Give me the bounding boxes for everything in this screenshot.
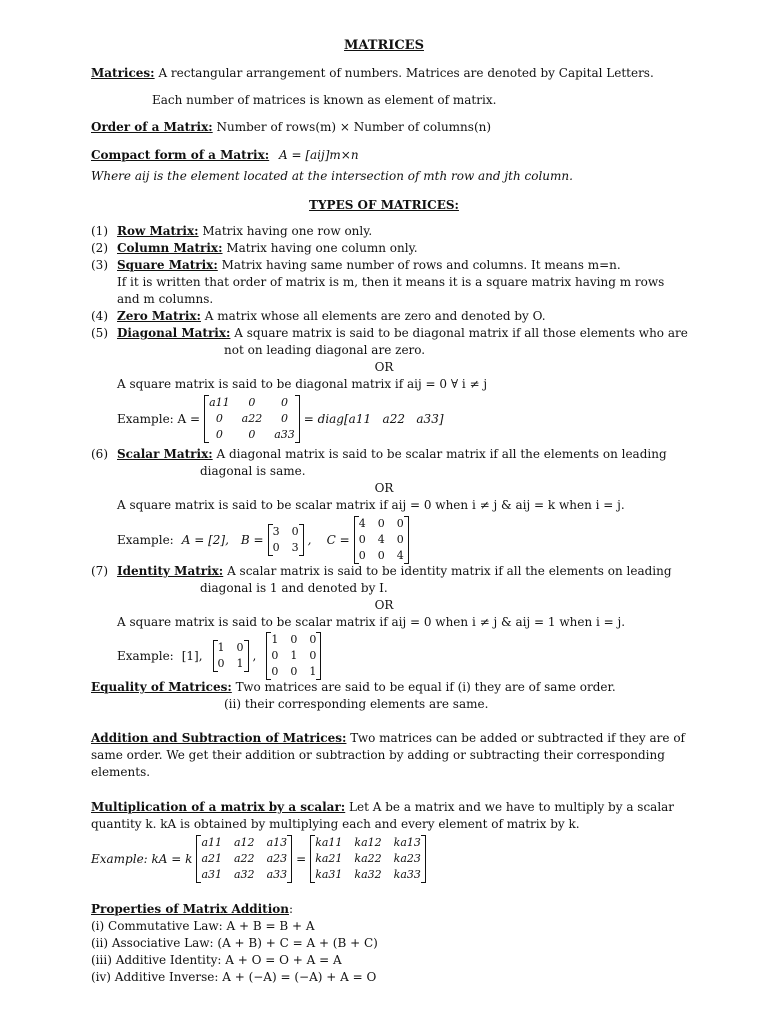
square-matrix-heading: Square Matrix: xyxy=(117,258,218,272)
identity-example xyxy=(117,632,321,680)
scalar-example-c-matrix xyxy=(354,516,409,564)
matrix-cell: ka31 xyxy=(315,868,343,881)
properties-section xyxy=(91,901,293,917)
matrix-cell: 0 xyxy=(309,633,317,646)
matrix-cell: 1 xyxy=(290,649,298,662)
addition-heading: Addition and Subtraction of Matrices: xyxy=(91,731,347,745)
property-item: (iii) Additive Identity: A + O = O + A = A xyxy=(91,953,342,967)
example-label: Example: kA = k xyxy=(91,852,193,866)
matrices-definition xyxy=(91,65,654,81)
matrix-cell: 0 xyxy=(248,428,256,441)
matrix-cell: ka23 xyxy=(393,852,421,865)
column-matrix-item xyxy=(91,240,418,256)
matrix-cell: ka11 xyxy=(315,836,343,849)
matrix-cell: a11 xyxy=(201,836,222,849)
equality-text: Two matrices are said to be equal if (i) they are of same order. xyxy=(235,680,616,694)
matrix-cell: 0 xyxy=(272,541,280,554)
matrix-cell: 0 xyxy=(215,428,223,441)
order-section xyxy=(91,119,491,135)
scalar-mult-section xyxy=(91,799,674,815)
matrix-cell: a31 xyxy=(201,868,222,881)
matrix-cell: 0 xyxy=(396,533,404,546)
matrix-cell: 3 xyxy=(272,525,280,538)
row-matrix-text: Matrix having one row only. xyxy=(202,224,373,238)
matrix-cell: 0 xyxy=(248,396,256,409)
identity-matrix-line2: diagonal is 1 and denoted by I. xyxy=(200,581,388,595)
square-matrix-text: Matrix having same number of rows and columns. It means m=n. xyxy=(221,258,621,272)
matrix-cell: a22 xyxy=(241,412,263,425)
equality-section xyxy=(91,679,616,695)
matrix-cell: a11 xyxy=(209,396,230,409)
compact-section xyxy=(91,147,359,163)
scalar-example-a: A = [2], xyxy=(181,533,229,547)
item-number: (2) xyxy=(91,241,108,255)
diagonal-matrix-text: A square matrix is said to be diagonal matrix if all those elements who are xyxy=(234,326,688,340)
matrix-cell: 0 xyxy=(217,657,225,670)
identity-example-1: [1], xyxy=(181,649,203,663)
matrix-cell: 0 xyxy=(280,412,288,425)
addition-line3: elements. xyxy=(91,765,151,779)
matrix-a xyxy=(196,835,292,883)
matrix-cell: 0 xyxy=(290,665,298,678)
example-label: Example: A = xyxy=(117,412,201,426)
matrix-cell: a33 xyxy=(266,868,288,881)
addition-line2: same order. We get their addition or subtraction by adding or subtracting their corresponding xyxy=(91,748,665,762)
zero-matrix-heading: Zero Matrix: xyxy=(117,309,201,323)
or-divider: OR xyxy=(374,360,394,374)
example-label: Example: xyxy=(117,649,174,663)
or-divider: OR xyxy=(374,481,394,495)
matrix-cell: a22 xyxy=(234,852,255,865)
compact-formula: A = [aij]m×n xyxy=(279,148,359,162)
matrix-cell: 0 xyxy=(291,525,299,538)
diagonal-matrix-item xyxy=(91,325,688,341)
matrix-cell: 1 xyxy=(271,633,279,646)
diagonal-matrix-alt: A square matrix is said to be diagonal matrix if aij = 0 ∀ i ≠ j xyxy=(117,377,488,391)
colon: : xyxy=(289,902,294,916)
comma: , xyxy=(252,649,257,663)
scalar-matrix-alt: A square matrix is said to be scalar matrix if aij = 0 when i ≠ j & aij = k when i = j. xyxy=(117,498,625,512)
column-matrix-text: Matrix having one column only. xyxy=(226,241,418,255)
matrix-cell: 0 xyxy=(309,649,317,662)
identity-matrix-alt: A square matrix is said to be scalar matrix if aij = 0 when i ≠ j & aij = 1 when i = j. xyxy=(117,615,626,629)
matrix-cell: 0 xyxy=(358,549,366,562)
scalar-matrix-text: A diagonal matrix is said to be scalar matrix if all the elements on leading xyxy=(216,447,667,461)
matrix-cell: ka32 xyxy=(354,868,382,881)
matrix-cell: 1 xyxy=(217,641,225,654)
identity-matrix-text: A scalar matrix is said to be identity matrix if all the elements on leading xyxy=(227,564,672,578)
matrix-cell: ka12 xyxy=(354,836,382,849)
matrix-cell: 0 xyxy=(236,641,244,654)
matrix-cell: 0 xyxy=(271,665,279,678)
column-matrix-heading: Column Matrix: xyxy=(117,241,223,255)
item-number: (3) xyxy=(91,258,108,272)
scalar-matrix-heading: Scalar Matrix: xyxy=(117,447,213,461)
matrix-cell: a12 xyxy=(234,836,255,849)
scalar-matrix-item xyxy=(91,446,667,462)
matrix-cell: 1 xyxy=(309,665,317,678)
equals-sign: = xyxy=(296,852,307,866)
matrix-cell: 4 xyxy=(377,533,385,546)
scalar-mult-text: Let A be a matrix and we have to multiply by a scalar xyxy=(349,800,675,814)
matrix-cell: a23 xyxy=(266,852,288,865)
matrices-heading: Matrices: xyxy=(91,66,155,80)
square-matrix-line3: and m columns. xyxy=(117,292,214,306)
matrix-cell: 4 xyxy=(396,549,404,562)
item-number: (6) xyxy=(91,447,108,461)
diagonal-matrix-heading: Diagonal Matrix: xyxy=(117,326,231,340)
matrix-cell: 0 xyxy=(358,533,366,546)
compact-heading: Compact form of a Matrix: xyxy=(91,148,270,162)
matrix-cell: 0 xyxy=(396,517,404,530)
scalar-mult-heading: Multiplication of a matrix by a scalar: xyxy=(91,800,346,814)
matrix-cell: 0 xyxy=(215,412,223,425)
scalar-example-c-label: , C = xyxy=(307,533,350,547)
example-label: Example: xyxy=(117,533,174,547)
matrix-cell: ka33 xyxy=(393,868,421,881)
matrix-cell: 0 xyxy=(290,633,298,646)
matrix-cell: ka13 xyxy=(393,836,421,849)
property-item: (ii) Associative Law: (A + B) + C = A + (B + C) xyxy=(91,936,378,950)
matrix-cell: 0 xyxy=(377,517,385,530)
scalar-example xyxy=(117,515,409,565)
matrix-cell: 1 xyxy=(236,657,244,670)
page-title: MATRICES xyxy=(344,38,424,53)
element-line: Each number of matrices is known as element of matrix. xyxy=(152,93,497,107)
compact-where: Where aij is the element located at the intersection of mth row and jth column. xyxy=(91,169,573,183)
matrix-cell: a32 xyxy=(234,868,255,881)
matrix-cell: a13 xyxy=(266,836,288,849)
matrix-cell: ka21 xyxy=(315,852,343,865)
diagonal-matrix-line2: not on leading diagonal are zero. xyxy=(224,343,426,357)
diagonal-example xyxy=(117,394,444,444)
item-number: (1) xyxy=(91,224,108,238)
scalar-mult-example xyxy=(91,834,426,884)
row-matrix-item xyxy=(91,223,372,239)
scalar-example-b-label: B = xyxy=(240,533,264,547)
matrix-cell: a33 xyxy=(274,428,295,441)
item-number: (4) xyxy=(91,309,108,323)
matrix-cell: 4 xyxy=(358,517,366,530)
square-matrix-item xyxy=(91,257,621,273)
property-item: (iv) Additive Inverse: A + (−A) = (−A) + A = O xyxy=(91,970,377,984)
matrices-text: A rectangular arrangement of numbers. Matrices are denoted by Capital Letters. xyxy=(158,66,654,80)
scalar-mult-line2: quantity k. kA is obtained by multiplying each and every element of matrix by k. xyxy=(91,817,580,831)
addition-text: Two matrices can be added or subtracted if they are of xyxy=(350,731,686,745)
diagonal-example-matrix xyxy=(204,395,300,443)
property-item: (i) Commutative Law: A + B = B + A xyxy=(91,919,315,933)
scalar-matrix-line2: diagonal is same. xyxy=(200,464,306,478)
equality-line2: (ii) their corresponding elements are same. xyxy=(224,697,489,711)
identity-example-2-matrix xyxy=(213,640,249,672)
item-number: (7) xyxy=(91,564,108,578)
zero-matrix-text: A matrix whose all elements are zero and denoted by O. xyxy=(204,309,546,323)
addition-section xyxy=(91,730,685,746)
matrix-ka xyxy=(310,835,426,883)
order-text: Number of rows(m) × Number of columns(n) xyxy=(216,120,492,134)
identity-matrix-item xyxy=(91,563,672,579)
identity-matrix-heading: Identity Matrix: xyxy=(117,564,224,578)
matrix-cell: 0 xyxy=(377,549,385,562)
matrix-cell: 0 xyxy=(271,649,279,662)
properties-heading: Properties of Matrix Addition xyxy=(91,902,290,916)
matrix-cell: a21 xyxy=(201,852,222,865)
matrix-cell: 3 xyxy=(291,541,299,554)
square-matrix-line2: If it is written that order of matrix is m, then it means it is a square matrix having m rows xyxy=(117,275,665,289)
matrix-cell: ka22 xyxy=(354,852,382,865)
item-number: (5) xyxy=(91,326,108,340)
row-matrix-heading: Row Matrix: xyxy=(117,224,199,238)
equality-heading: Equality of Matrices: xyxy=(91,680,232,694)
zero-matrix-item xyxy=(91,308,546,324)
scalar-example-b-matrix xyxy=(268,524,304,556)
order-heading: Order of a Matrix: xyxy=(91,120,213,134)
matrix-cell: 0 xyxy=(280,396,288,409)
types-title: TYPES OF MATRICES: xyxy=(309,198,459,212)
or-divider: OR xyxy=(374,598,394,612)
diag-notation: = diag[a11 a22 a33] xyxy=(303,412,444,426)
identity-example-3-matrix xyxy=(266,632,321,680)
